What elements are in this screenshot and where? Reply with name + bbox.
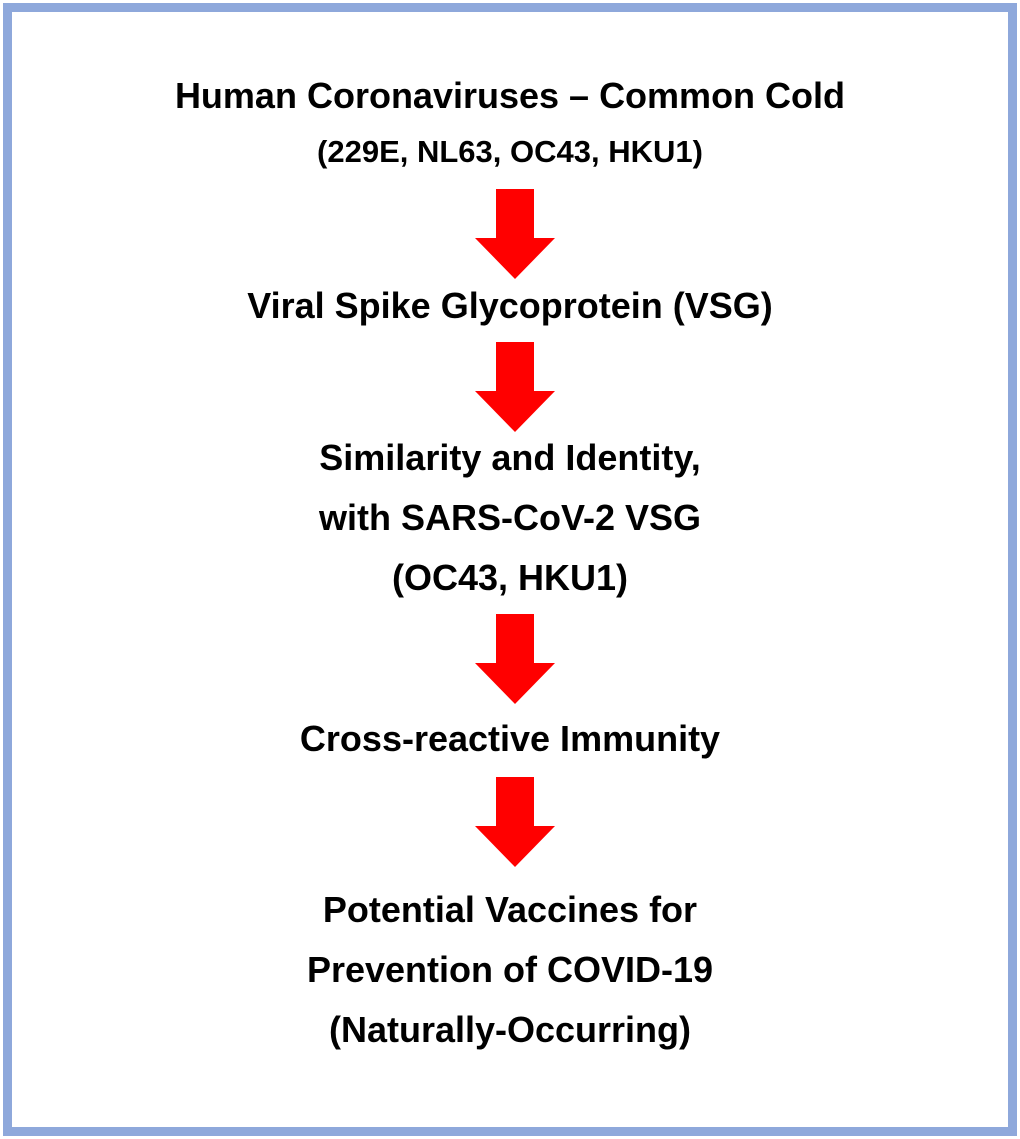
arrow-down-icon xyxy=(475,777,555,867)
node-common-cold-coronaviruses xyxy=(0,66,1020,178)
node-cross-reactive-immunity xyxy=(0,709,1020,769)
arrow-down-icon xyxy=(475,342,555,432)
node-title: Viral Spike Glycoprotein (VSG) xyxy=(247,285,773,326)
node-subtitle: (229E, NL63, OC43, HKU1) xyxy=(317,134,703,169)
node-similarity-identity xyxy=(0,428,1020,608)
node-potential-vaccines xyxy=(0,880,1020,1060)
node-line-1: Similarity and Identity, xyxy=(319,437,701,478)
arrow-down-icon xyxy=(475,614,555,704)
arrow-shape xyxy=(475,777,555,867)
node-line-2: Prevention of COVID-19 xyxy=(306,949,714,990)
node-viral-spike-glycoprotein xyxy=(0,276,1020,336)
arrow-shape xyxy=(475,189,555,279)
arrow-shape xyxy=(475,614,555,704)
node-line-1: Potential Vaccines for xyxy=(322,889,698,930)
node-line-3: (Naturally-Occurring) xyxy=(328,1009,692,1050)
node-title: Human Coronaviruses – Common Cold xyxy=(174,75,846,116)
node-line-2: with SARS-CoV-2 VSG xyxy=(318,497,702,538)
arrow-shape xyxy=(475,342,555,432)
node-title: Cross-reactive Immunity xyxy=(299,718,721,759)
node-line-3: (OC43, HKU1) xyxy=(391,557,629,598)
arrow-down-icon xyxy=(475,189,555,279)
